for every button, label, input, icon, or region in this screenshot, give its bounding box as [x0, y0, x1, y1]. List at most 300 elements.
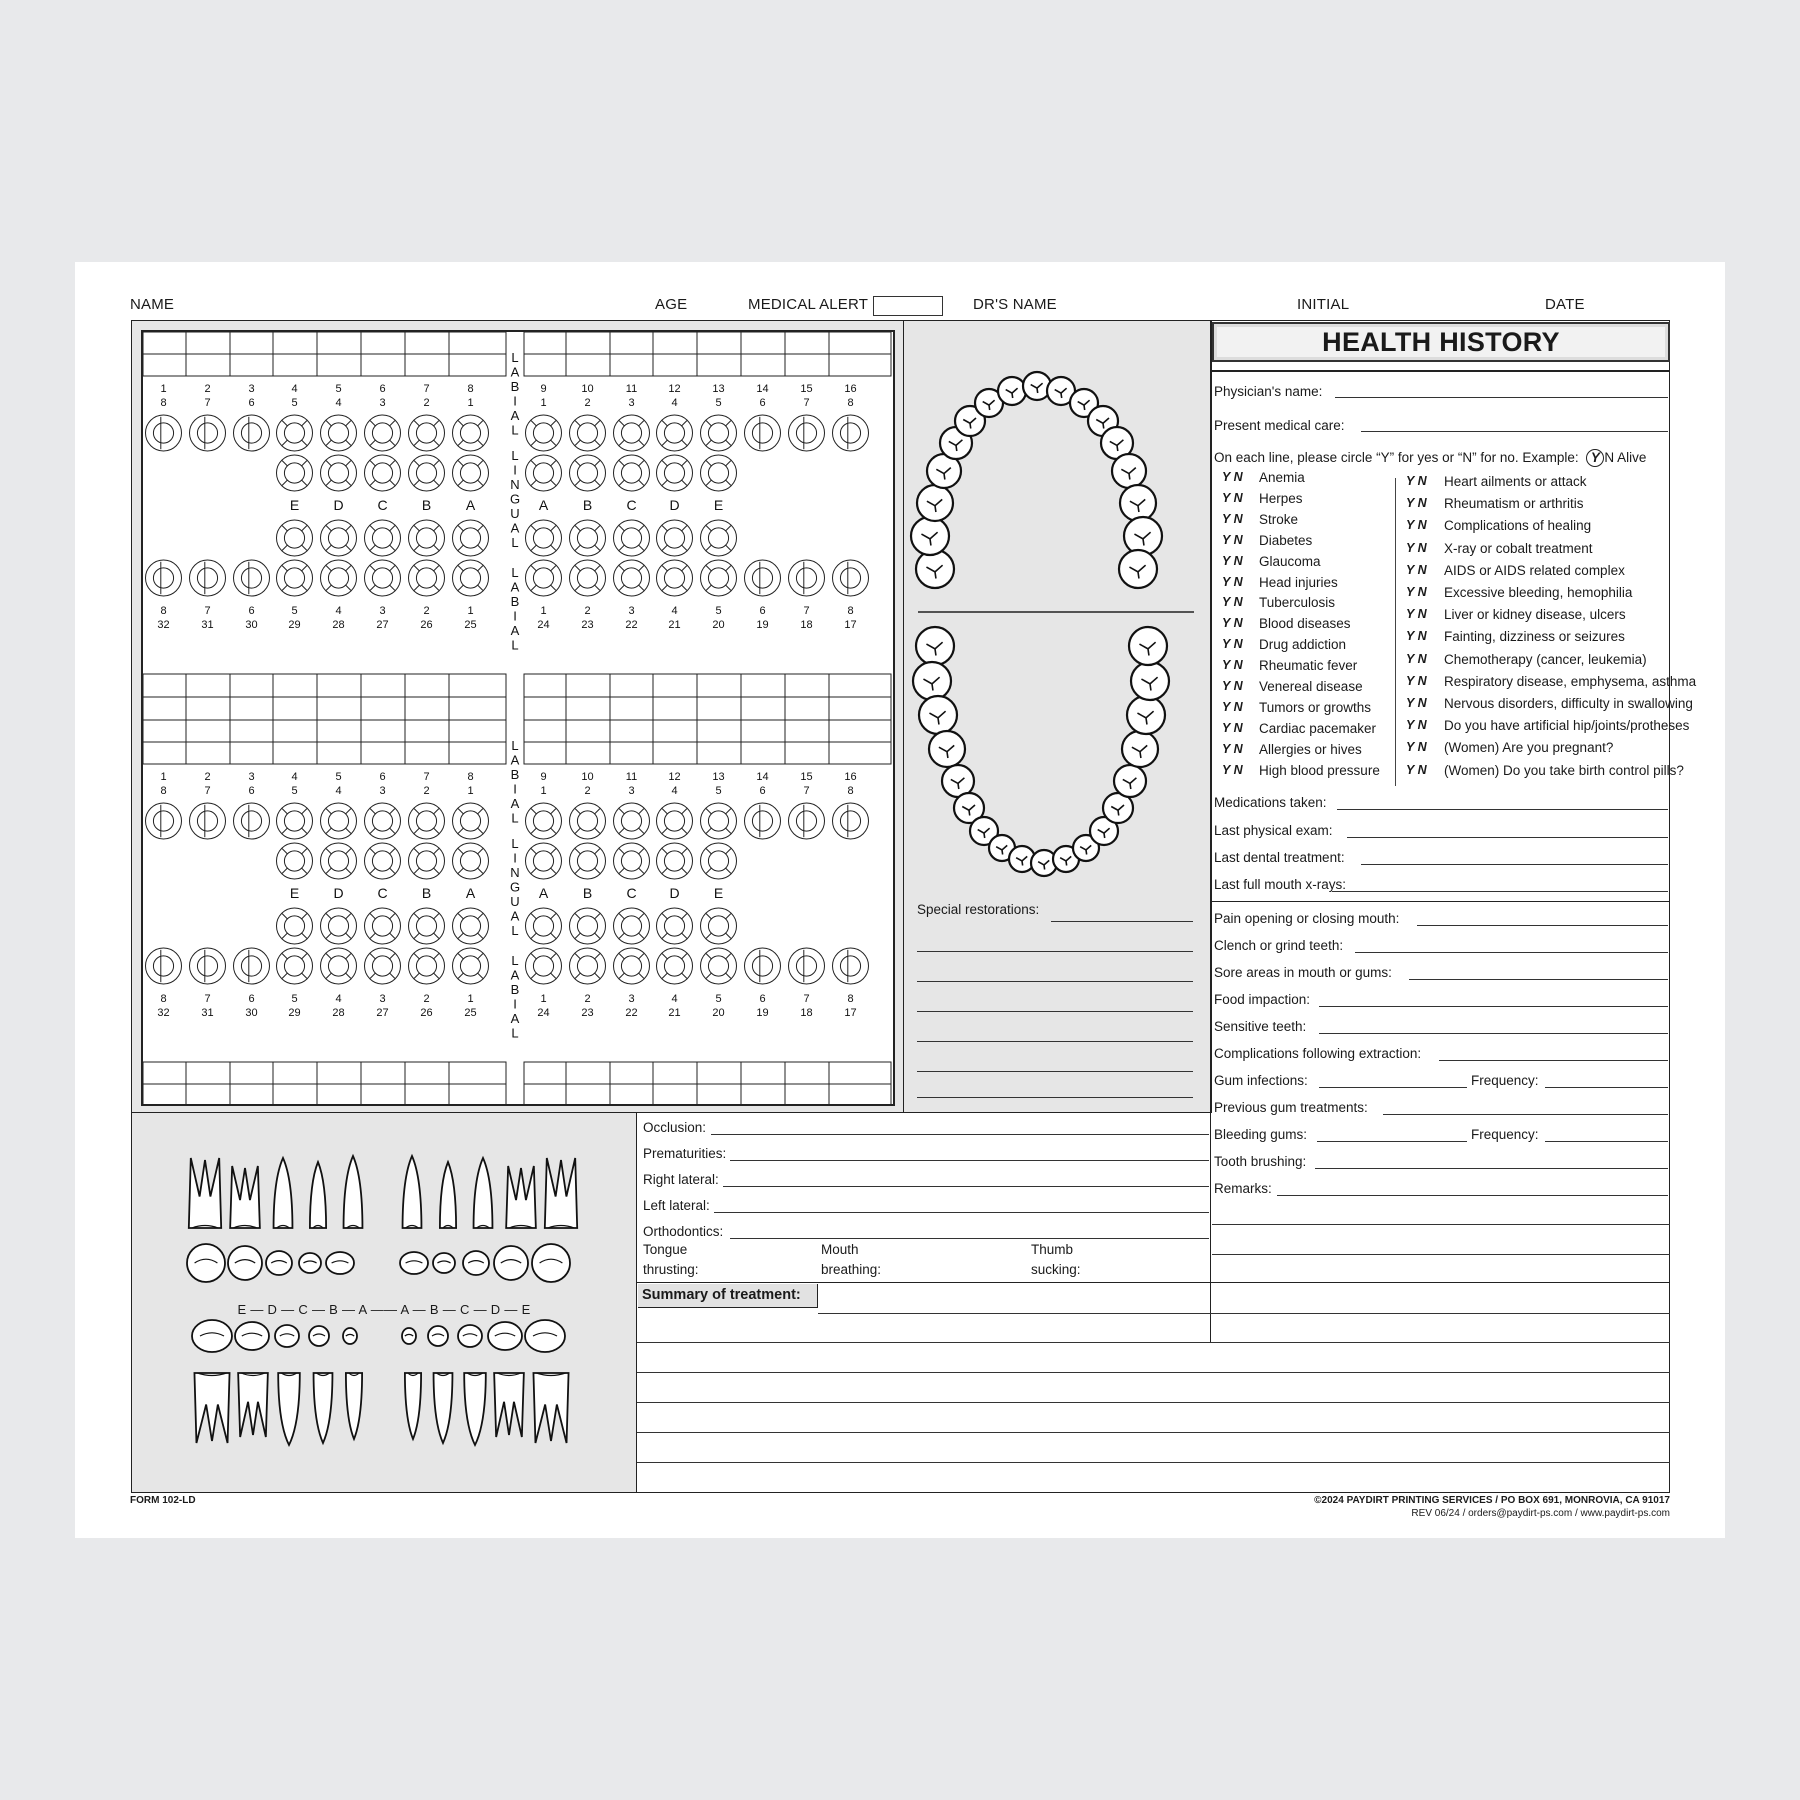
vertical-letter: L: [511, 350, 519, 365]
tooth-number: 7: [204, 605, 211, 617]
rev-contact: REV 06/24 / orders@paydirt-ps.com / www.paydirt-ps.com: [1411, 1508, 1670, 1519]
gum-infections-line[interactable]: [1319, 1087, 1467, 1088]
tooth-root: [274, 1158, 293, 1228]
tooth-number: 10: [581, 771, 594, 783]
yes-no-option[interactable]: Y N: [1222, 490, 1243, 505]
tooth-inner: [197, 423, 217, 443]
condition-label: Venereal disease: [1259, 679, 1363, 694]
summary-line[interactable]: [637, 1372, 1670, 1373]
primary-letter: C: [377, 497, 388, 513]
yes-no-option[interactable]: Y N: [1406, 629, 1427, 644]
bleeding-label: Bleeding gums:: [1214, 1127, 1308, 1142]
tooth-inner: [840, 423, 860, 443]
restoration-line[interactable]: [917, 1097, 1193, 1098]
tooth-number: 3: [628, 993, 635, 1005]
summary-line[interactable]: [637, 1402, 1670, 1403]
upper-arch: [911, 372, 1162, 588]
lower-primary-teeth: [194, 1373, 568, 1445]
tooth-inner: [241, 423, 261, 443]
tooth-number: 2: [423, 993, 430, 1005]
vertical-letter: I: [513, 393, 517, 409]
arch-tooth: [916, 627, 954, 665]
occlusal-view: [428, 1326, 448, 1346]
vertical-letter: B: [510, 594, 520, 609]
yes-no-option[interactable]: Y N: [1406, 496, 1427, 511]
tooth-number: 6: [759, 397, 766, 409]
lower-number-row: [157, 1007, 856, 1019]
vertical-letter: I: [513, 462, 517, 478]
tooth-number: 9: [540, 771, 547, 783]
condition-label: Anemia: [1259, 470, 1305, 485]
bleeding-frequency-line[interactable]: [1545, 1141, 1668, 1142]
tooth-number: 21: [668, 619, 681, 631]
occlusal-view: [532, 1244, 570, 1282]
example-text: N Alive: [1604, 450, 1647, 465]
condition-label: High blood pressure: [1259, 762, 1380, 778]
yes-no-option[interactable]: Y N: [1222, 658, 1243, 673]
special-restorations-line[interactable]: [1051, 921, 1193, 922]
yes-no-option[interactable]: Y N: [1406, 696, 1427, 710]
sore-line[interactable]: [1409, 979, 1668, 980]
tooth-row: [277, 843, 737, 879]
yes-no-option[interactable]: Y N: [1406, 762, 1427, 777]
last-dental-line[interactable]: [1361, 864, 1668, 865]
condition-label: Diabetes: [1259, 532, 1313, 548]
copyright: ©2024 PAYDIRT PRINTING SERVICES / PO BOX 691, MONROVIA, CA 91017: [1314, 1495, 1670, 1506]
tooth-number: 7: [423, 383, 430, 395]
tooth-number: 4: [671, 605, 678, 617]
condition-label: Chemotherapy (cancer, leukemia): [1444, 651, 1647, 667]
tooth-root: [506, 1166, 536, 1228]
tooth-number: 5: [291, 605, 298, 617]
sore-label: Sore areas in mouth or gums:: [1214, 965, 1392, 980]
tooth-number: 31: [201, 1007, 214, 1019]
tooth-number: 6: [759, 993, 766, 1005]
arch-tooth: [917, 485, 953, 521]
tooth-number: 16: [844, 383, 857, 395]
occlusal-view: [309, 1326, 329, 1346]
tooth-root: [346, 1373, 362, 1439]
prematurities-line[interactable]: [730, 1160, 1209, 1161]
tooth-inner: [752, 423, 772, 443]
tooth-number: 2: [423, 785, 430, 797]
yes-no-option[interactable]: Y N: [1222, 637, 1243, 652]
date-label: DATE: [1545, 296, 1585, 313]
tooth-number: 1: [467, 785, 474, 797]
tooth-inner: [241, 811, 261, 831]
restoration-line[interactable]: [917, 1071, 1193, 1072]
labial-label: [511, 953, 520, 1041]
right-lateral-line[interactable]: [723, 1186, 1209, 1187]
primary-letter: E: [713, 497, 724, 513]
tooth-number: 1: [467, 993, 474, 1005]
arch-tooth: [929, 731, 965, 767]
tooth-number: 19: [756, 619, 769, 631]
occlusal-view: [326, 1252, 354, 1274]
condition-label: Stroke: [1259, 511, 1299, 527]
upper-primary-teeth: [189, 1156, 577, 1228]
yes-no-option[interactable]: Y N: [1222, 616, 1243, 631]
health-history-title: HEALTH HISTORY: [1322, 327, 1560, 357]
arch-panel: [903, 320, 1212, 1113]
lingual-label: [510, 836, 520, 938]
remarks-line-3[interactable]: [1212, 1254, 1670, 1255]
tooth-inner: [752, 811, 772, 831]
brushing-line[interactable]: [1315, 1168, 1668, 1169]
sensitive-label: Sensitive teeth:: [1214, 1019, 1307, 1034]
tooth-number: 18: [800, 619, 813, 631]
tooth-number: 29: [288, 1007, 301, 1019]
arch-tooth: [1124, 517, 1162, 555]
yes-no-option[interactable]: Y N: [1222, 720, 1243, 735]
example-circle: Y: [1586, 449, 1604, 467]
condition-label: Tuberculosis: [1259, 595, 1336, 611]
mouth-label-1: Mouth: [821, 1242, 859, 1257]
complications-line[interactable]: [1439, 1060, 1668, 1061]
physician-label: Physician's name:: [1214, 384, 1323, 399]
vertical-letter: I: [513, 850, 517, 866]
yes-no-option[interactable]: Y N: [1406, 607, 1427, 622]
occlusal-view: [343, 1328, 357, 1344]
yes-no-option[interactable]: Y N: [1222, 595, 1243, 610]
vertical-letter: L: [511, 953, 519, 968]
tooth-number: 4: [671, 397, 678, 409]
summary-label: Summary of treatment:: [638, 1284, 818, 1308]
arch-tooth: [1112, 454, 1146, 488]
arch-tooth: [1129, 627, 1167, 665]
tooth-number: 3: [628, 397, 635, 409]
tooth-inner: [197, 956, 217, 976]
tooth-number: 8: [160, 605, 167, 617]
tooth-number: 4: [291, 771, 298, 783]
tooth-number: 14: [756, 383, 769, 395]
tooth-inner: [153, 811, 173, 831]
vertical-letter: A: [510, 623, 520, 638]
tooth-number: 5: [335, 383, 342, 395]
tooth-number: 7: [204, 785, 211, 797]
primary-letter: A: [465, 497, 476, 513]
condition-label: (Women) Are you pregnant?: [1444, 740, 1614, 756]
tooth-number: 11: [625, 771, 638, 783]
tooth-number: 3: [379, 785, 386, 797]
occlusal-view: [494, 1246, 528, 1280]
vertical-letter: A: [510, 796, 520, 811]
tooth-number: 12: [668, 383, 681, 395]
yes-no-option[interactable]: Y N: [1222, 532, 1243, 547]
vertical-letter: L: [511, 565, 519, 580]
sensitive-line[interactable]: [1319, 1033, 1668, 1034]
tooth-chart-inner: [141, 330, 895, 1106]
medications-line[interactable]: [1337, 809, 1668, 810]
arch-tooth: [1119, 550, 1157, 588]
tooth-number: 32: [157, 619, 170, 631]
tooth-inner: [796, 568, 816, 588]
vertical-letter: B: [510, 982, 520, 997]
tooth-number: 28: [332, 619, 345, 631]
vertical-letter: B: [510, 379, 520, 394]
tooth-inner: [153, 423, 173, 443]
tooth-row: [277, 455, 737, 491]
condition-label: Nervous disorders, difficulty in swallowing: [1444, 696, 1693, 711]
tooth-inner: [241, 956, 261, 976]
condition-label: Respiratory disease, emphysema, asthma: [1444, 673, 1697, 689]
tooth-number: 16: [844, 771, 857, 783]
condition-label: AIDS or AIDS related complex: [1444, 562, 1625, 578]
present-care-line[interactable]: [1361, 431, 1668, 432]
arch-tooth: [916, 550, 954, 588]
tooth-inner: [153, 956, 173, 976]
vertical-letter: A: [510, 579, 520, 595]
tooth-number: 4: [671, 993, 678, 1005]
clench-line[interactable]: [1355, 952, 1668, 953]
tooth-number: 7: [423, 771, 430, 783]
tooth-number: 7: [803, 605, 810, 617]
primary-letter: A: [538, 497, 549, 513]
tooth-root: [310, 1162, 326, 1228]
tooth-root: [434, 1373, 453, 1443]
vertical-letter: N: [510, 865, 520, 880]
yes-no-option[interactable]: Y N: [1406, 585, 1427, 599]
tooth-number: 8: [847, 785, 854, 797]
tooth-number: 6: [379, 771, 386, 783]
vertical-letter: L: [511, 448, 519, 463]
tooth-number: 1: [160, 383, 167, 395]
yes-no-option[interactable]: Y N: [1222, 762, 1243, 777]
tooth-number: 2: [204, 383, 211, 395]
yes-no-option[interactable]: Y N: [1222, 699, 1243, 714]
remarks-line[interactable]: [1277, 1195, 1668, 1196]
lower-quadrant-row: [160, 605, 853, 617]
tooth-chart-svg: [143, 332, 893, 1104]
food-line[interactable]: [1319, 1006, 1668, 1007]
tooth-inner: [197, 811, 217, 831]
tooth-root: [440, 1162, 456, 1228]
tooth-number: 5: [715, 785, 722, 797]
primary-letter: E: [713, 885, 724, 901]
occlusion-line[interactable]: [711, 1134, 1209, 1135]
tooth-inner: [752, 956, 772, 976]
tooth-row: [146, 560, 869, 596]
physician-line[interactable]: [1335, 397, 1668, 398]
tooth-number: 2: [584, 397, 591, 409]
tooth-number: 6: [379, 383, 386, 395]
tooth-row: [277, 520, 737, 556]
tongue-label-2: thrusting:: [643, 1262, 699, 1277]
tooth-number: 1: [160, 771, 167, 783]
restoration-line[interactable]: [917, 951, 1193, 952]
condition-label: Glaucoma: [1259, 553, 1321, 569]
vertical-letter: B: [510, 767, 520, 782]
last-physical-line[interactable]: [1347, 837, 1668, 838]
tooth-number: 3: [628, 605, 635, 617]
tooth-number: 21: [668, 1007, 681, 1019]
vertical-letter: A: [510, 1011, 520, 1026]
tooth-root: [230, 1166, 260, 1228]
primary-letter: D: [333, 497, 344, 513]
occlusal-view: [463, 1251, 489, 1275]
summary-line[interactable]: [637, 1462, 1670, 1463]
tooth-root: [464, 1373, 486, 1445]
tooth-number: 7: [803, 785, 810, 797]
arch-diagram: [904, 321, 1210, 1111]
medical-alert-box[interactable]: [873, 296, 943, 316]
tooth-number: 8: [847, 397, 854, 409]
restoration-line[interactable]: [917, 981, 1193, 982]
title-rule: [1212, 370, 1670, 372]
tooth-number: 23: [581, 619, 594, 631]
pain-line[interactable]: [1417, 925, 1668, 926]
restoration-line[interactable]: [917, 1041, 1193, 1042]
name-label: NAME: [130, 296, 175, 313]
tooth-number: 5: [291, 993, 298, 1005]
tongue-label-1: Tongue: [643, 1242, 688, 1257]
tooth-root: [238, 1373, 268, 1437]
tooth-root: [545, 1158, 577, 1228]
thumb-label-2: sucking:: [1031, 1262, 1081, 1277]
remarks-line-2[interactable]: [1212, 1224, 1670, 1225]
tooth-number: 26: [420, 1007, 433, 1019]
lingual-label: [510, 448, 520, 550]
tooth-inner: [796, 811, 816, 831]
tooth-number: 15: [800, 771, 813, 783]
arch-tooth: [1131, 662, 1169, 700]
tooth-inner: [241, 568, 261, 588]
primary-letter: E: [289, 885, 300, 901]
left-lateral-line[interactable]: [714, 1212, 1209, 1213]
yes-no-option[interactable]: Y N: [1406, 718, 1427, 733]
tooth-number: 10: [581, 383, 594, 395]
tooth-number: 1: [540, 605, 547, 617]
tooth-number: 17: [844, 619, 857, 631]
tooth-number: 6: [248, 993, 255, 1005]
yes-no-option[interactable]: Y N: [1222, 574, 1243, 589]
tooth-number: 2: [423, 397, 430, 409]
tooth-number: 1: [540, 993, 547, 1005]
orthodontics-label: Orthodontics:: [643, 1224, 724, 1239]
condition-label: Rheumatism or arthritis: [1444, 496, 1584, 512]
summary-line[interactable]: [637, 1342, 1670, 1343]
tooth-number: 1: [540, 397, 547, 409]
summary-line[interactable]: [818, 1313, 1670, 1314]
upper-quadrant-row: [160, 397, 853, 409]
yes-no-option[interactable]: Y N: [1222, 511, 1243, 526]
tooth-number: 24: [537, 619, 550, 631]
tooth-number: 15: [800, 383, 813, 395]
condition-label: Rheumatic fever: [1259, 658, 1358, 674]
summary-line[interactable]: [637, 1432, 1670, 1433]
tooth-number: 2: [423, 605, 430, 617]
tooth-number: 9: [540, 383, 547, 395]
arch-tooth: [913, 662, 951, 700]
yes-no-option[interactable]: Y N: [1406, 740, 1427, 755]
vertical-letter: L: [511, 422, 519, 438]
tooth-inner: [153, 568, 173, 588]
tooth-root: [314, 1373, 333, 1443]
arch-tooth: [1120, 485, 1156, 521]
vertical-letter: A: [510, 520, 520, 536]
vertical-letter: I: [513, 781, 517, 797]
vertical-letter: A: [510, 908, 520, 924]
yes-no-option[interactable]: Y N: [1406, 562, 1427, 577]
orthodontics-line[interactable]: [730, 1238, 1209, 1239]
tooth-number: 6: [248, 785, 255, 797]
lower-occlusal-row: [192, 1320, 565, 1352]
prematurities-label: Prematurities:: [643, 1146, 727, 1161]
condition-label: Complications of healing: [1444, 518, 1592, 534]
yes-no-option[interactable]: Y N: [1222, 741, 1243, 756]
occlusal-view: [402, 1328, 416, 1344]
arch-tooth: [1127, 696, 1165, 734]
tooth-number: 5: [715, 605, 722, 617]
tooth-inner: [796, 956, 816, 976]
primary-letter: B: [421, 497, 432, 513]
tooth-row: [146, 415, 869, 451]
vertical-letter: A: [510, 752, 520, 768]
gum-infections-frequency-line[interactable]: [1545, 1087, 1668, 1088]
primary-letter: B: [421, 885, 432, 901]
tooth-number: 30: [245, 1007, 258, 1019]
lower-arch: [913, 627, 1169, 876]
complications-label: Complications following extraction:: [1214, 1046, 1422, 1061]
condition-label: Do you have artificial hip/joints/protheses: [1444, 718, 1690, 734]
restoration-line[interactable]: [917, 1011, 1193, 1012]
primary-letter: C: [626, 885, 637, 901]
tooth-number: 3: [628, 785, 635, 797]
prev-gum-label: Previous gum treatments:: [1214, 1100, 1368, 1115]
arch-tooth: [1114, 765, 1146, 797]
last-xray-line[interactable]: [1332, 891, 1668, 892]
tooth-number: 13: [712, 771, 725, 783]
labial-label: [511, 565, 520, 653]
arch-tooth: [998, 377, 1026, 405]
tooth-number: 6: [759, 785, 766, 797]
tooth-number: 32: [157, 1007, 170, 1019]
tooth-number: 20: [712, 619, 725, 631]
right-lateral-label: Right lateral:: [643, 1172, 719, 1187]
yes-no-option[interactable]: Y N: [1222, 553, 1243, 568]
yes-no-option[interactable]: Y N: [1406, 540, 1427, 555]
yes-no-option[interactable]: Y N: [1406, 518, 1427, 533]
tooth-number: 5: [291, 785, 298, 797]
yes-no-option[interactable]: Y N: [1406, 474, 1427, 488]
tooth-number: 5: [715, 397, 722, 409]
upper-number-row: [160, 771, 856, 783]
occlusal-view: [433, 1253, 455, 1273]
tooth-number: 20: [712, 1007, 725, 1019]
prev-gum-line[interactable]: [1383, 1114, 1668, 1115]
bleeding-line[interactable]: [1317, 1141, 1467, 1142]
yes-no-option[interactable]: Y N: [1222, 679, 1243, 693]
tooth-root: [194, 1373, 229, 1443]
clench-label: Clench or grind teeth:: [1214, 938, 1344, 953]
yes-no-option[interactable]: Y N: [1406, 651, 1427, 666]
yes-no-option[interactable]: Y N: [1222, 470, 1243, 484]
last-dental-label: Last dental treatment:: [1214, 850, 1345, 865]
lower-quadrant-row: [160, 993, 853, 1005]
tooth-number: 8: [467, 771, 474, 783]
vertical-letter: U: [510, 506, 520, 521]
tooth-number: 2: [584, 605, 591, 617]
condition-label: Liver or kidney disease, ulcers: [1444, 607, 1626, 623]
yes-no-option[interactable]: Y N: [1406, 673, 1427, 688]
tooth-row: [146, 803, 869, 839]
tooth-root: [278, 1373, 300, 1445]
vertical-letter: I: [513, 996, 517, 1012]
instruction-text: [1214, 449, 1646, 467]
food-label: Food impaction:: [1214, 992, 1311, 1007]
vertical-letter: L: [511, 836, 519, 851]
vertical-letter: G: [509, 491, 521, 507]
